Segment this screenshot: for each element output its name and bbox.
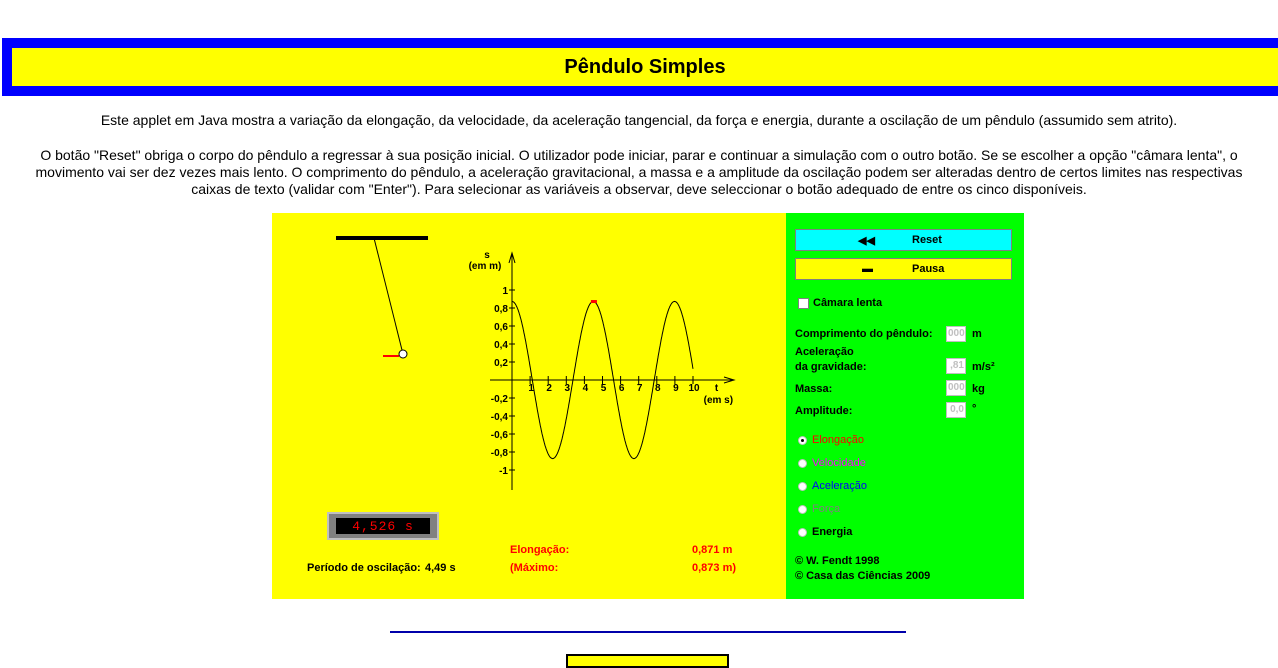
x-tick-label-1: 1	[528, 383, 534, 394]
x-axis-label: t	[714, 383, 719, 394]
amplitude-unit: °	[972, 403, 977, 415]
pause-icon: ▬	[862, 263, 873, 275]
y-tick-label-6: -0,4	[490, 412, 508, 423]
x-tick-label-2: 2	[546, 383, 552, 394]
x-tick-label-4: 4	[582, 383, 589, 394]
radio-acceleration[interactable]	[798, 480, 867, 492]
radio-velocity-label: Velocidade	[812, 457, 866, 469]
pause-label: Pausa	[912, 263, 945, 275]
reset-label: Reset	[912, 234, 942, 246]
radio-acceleration-dot[interactable]	[798, 482, 807, 491]
intro-paragraph: Este applet em Java mostra a variação da elongação, da velocidade, da aceleração tangencial, da força e energia, durante a oscilação de um pêndulo (assumido sem atrito).	[100, 112, 1178, 128]
bottom-yellow-box	[566, 654, 729, 668]
elongation-value: 0,871 m	[692, 544, 733, 556]
y-tick-label-7: -0,6	[490, 430, 508, 441]
radio-energy-label: Energia	[812, 526, 853, 538]
radio-force-label: Força	[812, 503, 841, 515]
simulation-svg	[272, 213, 786, 599]
slow-motion-row	[798, 297, 882, 309]
clock-value: 4,526 s	[336, 518, 430, 534]
radio-acceleration-label: Aceleração	[812, 480, 868, 492]
pendulum-string	[374, 238, 403, 354]
pause-button[interactable]	[795, 258, 1012, 280]
title-banner	[2, 38, 1278, 96]
y-axis-label: s	[484, 250, 490, 261]
y-tick-label-1: 0,8	[494, 304, 508, 315]
credit-fendt: © W. Fendt 1998	[795, 555, 880, 567]
amplitude-input[interactable]: 0,0	[946, 402, 966, 418]
x-tick-label-8: 8	[655, 383, 661, 394]
instructions-line-3: caixas de texto (validar com "Enter"). Para selecionar as variáveis a observar, deve seleccionar o botão adequado de entre os cinco disponíveis.	[191, 181, 1087, 197]
x-tick-label-5: 5	[600, 383, 607, 394]
radio-elongation-dot[interactable]	[798, 436, 807, 445]
amplitude-label: Amplitude:	[795, 405, 853, 417]
elongation-chart	[469, 250, 734, 490]
radio-force-dot[interactable]	[798, 505, 807, 514]
y-tick-label-2: 0,6	[494, 322, 508, 333]
rewind-icon: ◀◀	[858, 234, 875, 247]
mass-label: Massa:	[795, 383, 833, 395]
period-label: Período de oscilação:	[307, 562, 421, 574]
gravity-label-line-2: da gravidade:	[795, 361, 867, 373]
x-tick-label-6: 6	[618, 383, 625, 394]
y-tick-label-4: 0,2	[494, 358, 508, 369]
radio-energy-dot[interactable]	[798, 528, 807, 537]
x-tick-label-3: 3	[564, 383, 571, 394]
gravity-unit: m/s²	[972, 361, 995, 373]
radio-velocity[interactable]	[798, 457, 866, 469]
gravity-label-line-1: Aceleração	[795, 346, 854, 358]
mass-unit: kg	[972, 383, 985, 395]
clock-display	[327, 512, 439, 540]
length-label: Comprimento do pêndulo:	[795, 328, 933, 340]
slow-motion-label: Câmara lenta	[813, 297, 883, 309]
y-axis-unit: (em m)	[468, 261, 502, 272]
maximum-label: (Máximo:	[510, 562, 559, 574]
mass-input[interactable]: 000	[946, 380, 966, 396]
page-title: Pêndulo Simples	[12, 48, 1278, 86]
y-tick-label-9: -1	[499, 466, 508, 477]
x-axis-unit: (em s)	[703, 395, 734, 406]
elongation-label: Elongação:	[510, 544, 570, 556]
control-panel	[786, 213, 1024, 599]
maximum-value: 0,873 m)	[692, 562, 737, 574]
period-value: 4,49 s	[425, 562, 456, 574]
y-tick-label-3: 0,4	[494, 340, 508, 351]
x-tick-label-9: 9	[673, 383, 679, 394]
bottom-divider	[390, 631, 906, 633]
length-input[interactable]: 000	[946, 326, 966, 342]
y-tick-label-8: -0,8	[490, 448, 508, 459]
x-tick-label-10: 10	[688, 383, 700, 394]
x-tick-label-7: 7	[636, 383, 643, 394]
gravity-input[interactable]: ,81	[946, 358, 966, 374]
length-unit: m	[972, 328, 982, 340]
radio-force[interactable]	[798, 503, 840, 515]
pendulum-bob	[399, 350, 407, 358]
radio-velocity-dot[interactable]	[798, 459, 807, 468]
radio-elongation[interactable]	[798, 434, 864, 446]
credit-casa-ciencias: © Casa das Ciências 2009	[795, 570, 931, 582]
slow-motion-checkbox[interactable]	[798, 298, 809, 309]
y-tick-label-0: 1	[502, 286, 508, 297]
instructions-line-1: O botão "Reset" obriga o corpo do pêndulo a regressar à sua posição inicial. O utilizador pode iniciar, parar e continuar a simulação com o outro botão. Se se escolher a opção "câmara lenta", o	[40, 147, 1238, 163]
radio-energy[interactable]	[798, 526, 852, 538]
instructions-line-2: movimento vai ser dez vezes mais lento. O comprimento do pêndulo, a aceleração gravitacional, a massa e a amplitude da oscilação podem ser alteradas dentro de certos limites nas respectivas	[35, 164, 1243, 180]
reset-button[interactable]	[795, 229, 1012, 251]
y-tick-label-5: -0,2	[490, 394, 508, 405]
radio-elongation-label: Elongação	[812, 434, 864, 446]
